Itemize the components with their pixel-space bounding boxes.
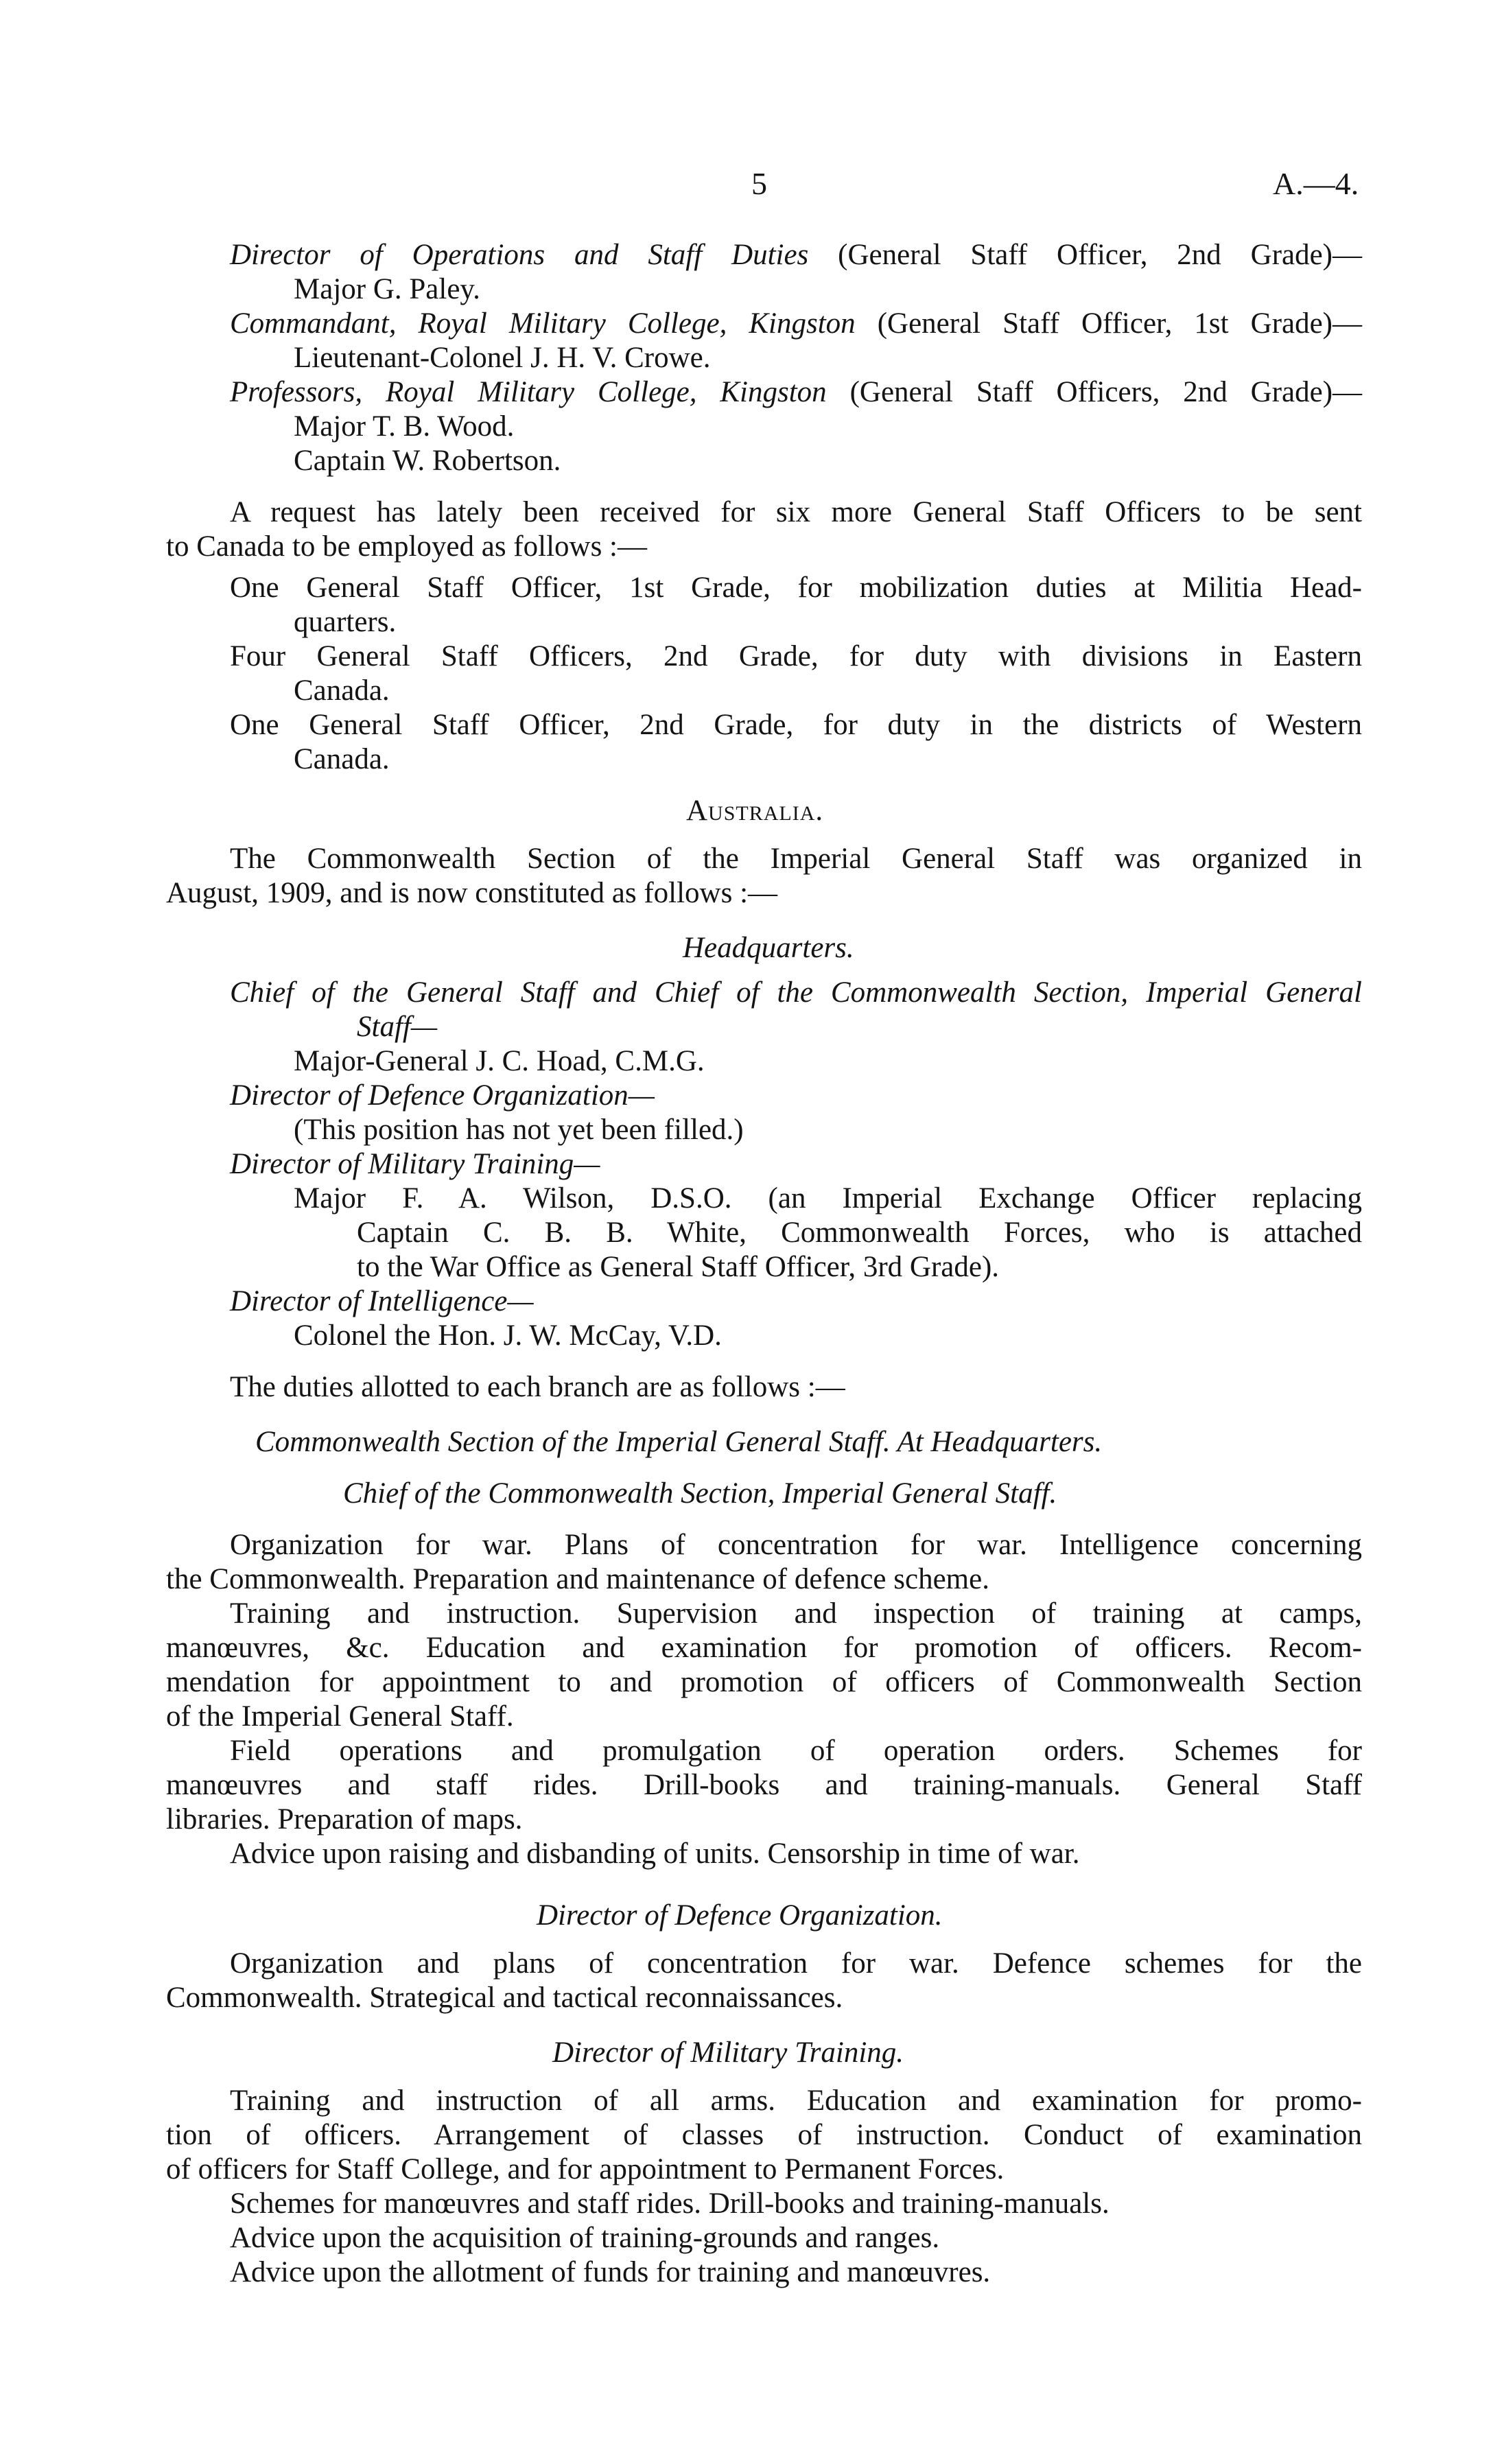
chief-paragraph-line: of the Imperial General Staff. [166,1700,514,1733]
chief-paragraph-line: Organization for war. Plans of concentration for war. Intelligence concerning [230,1529,1362,1561]
request-item-continuation: quarters. [294,606,397,638]
request-paragraph-line: A request has lately been received for six more General Staff Officers to be sent [230,496,1362,528]
dir-intelligence-title: Director of Intelligence— [230,1285,534,1317]
appointment-professors-name: Major T. B. Wood. [294,410,515,443]
cgs-title-continuation: Staff— [357,1011,438,1043]
appointment-professors-name: Captain W. Robertson. [294,445,561,477]
appointment-commandant-title: Commandant, Royal Military College, Kingston (General Staff Officer, 1st Grade)— [230,307,1362,340]
request-paragraph-line: to Canada to be employed as follows :— [166,530,647,563]
australia-intro-line: The Commonwealth Section of the Imperial General Staff was organized in [230,843,1362,875]
request-item: One General Staff Officer, 1st Grade, for mobilization duties at Militia Head- [230,572,1362,604]
dmt-paragraph-line: Advice upon the acquisition of training-grounds and ranges. [230,2222,940,2254]
appointment-commandant-name: Lieutenant-Colonel J. H. V. Crowe. [294,342,711,374]
request-item: One General Staff Officer, 2nd Grade, for duty in the districts of Western [230,709,1362,741]
chief-heading: Chief of the Commonwealth Section, Imperial General Staff. [343,1477,1057,1510]
chief-paragraph-line: manœuvres, &c. Education and examination for promotion of officers. Recom- [166,1632,1362,1664]
chief-paragraph-line: Field operations and promulgation of operation orders. Schemes for [230,1735,1362,1767]
dir-defence-org-title: Director of Defence Organization— [230,1079,655,1112]
chief-paragraph-line: Training and instruction. Supervision and inspection of training at camps, [230,1597,1362,1630]
dmt-paragraph-line: Advice upon the allotment of funds for training and manœuvres. [230,2256,991,2288]
dir-military-training-name: Captain C. B. B. White, Commonwealth Forces, who is attached [357,1217,1362,1249]
cgs-name: Major-General J. C. Hoad, C.M.G. [294,1045,705,1077]
request-item-continuation: Canada. [294,743,390,775]
dmt-heading: Director of Military Training. [552,2037,904,2069]
dir-military-training-name: Major F. A. Wilson, D.S.O. (an Imperial Exchange Officer replacing [294,1182,1362,1215]
australia-intro-line: August, 1909, and is now constituted as follows :— [166,877,778,909]
appointment-ops-title: Director of Operations and Staff Duties (General Staff Officer, 2nd Grade)— [230,239,1363,271]
request-item-continuation: Canada. [294,674,390,707]
dir-intelligence-name: Colonel the Hon. J. W. McCay, V.D. [294,1319,722,1352]
chief-paragraph-line: Advice upon raising and disbanding of units. Censorship in time of war. [230,1838,1080,1870]
duties-intro: The duties allotted to each branch are as follows :— [230,1371,845,1403]
dod-paragraph-line: Commonwealth. Strategical and tactical reconnaissances. [166,1982,843,2014]
dmt-paragraph-line: Training and instruction of all arms. Education and examination for promo- [230,2085,1362,2117]
dmt-paragraph-line: tion of officers. Arrangement of classes of instruction. Conduct of examination [166,2119,1362,2151]
request-item: Four General Staff Officers, 2nd Grade, for duty with divisions in Eastern [230,640,1362,672]
dod-heading: Director of Defence Organization. [537,1899,943,1932]
chief-paragraph-line: libraries. Preparation of maps. [166,1803,523,1835]
chief-paragraph-line: mendation for appointment to and promotion of officers of Commonwealth Section [166,1666,1362,1698]
dir-military-training-name: to the War Office as General Staff Officer, 3rd Grade). [357,1251,1000,1283]
dir-defence-org-name: (This position has not yet been filled.) [294,1114,744,1146]
cgs-title: Chief of the General Staff and Chief of the Commonwealth Section, Imperial General [230,976,1362,1009]
document-reference: A.—4. [1273,166,1359,201]
chief-paragraph-line: manœuvres and staff rides. Drill-books and training-manuals. General Staff [166,1769,1362,1801]
commonwealth-section-heading: Commonwealth Section of the Imperial General Staff. At Headquarters. [255,1426,1103,1458]
page-number: 5 [751,166,767,201]
appointment-ops-name: Major G. Paley. [294,273,480,305]
headquarters-heading: Headquarters. [683,932,854,964]
appointment-professors-title: Professors, Royal Military College, Kingston (General Staff Officers, 2nd Grade)— [230,376,1363,408]
section-heading-australia: Australia. [686,795,824,827]
dod-paragraph-line: Organization and plans of concentration for war. Defence schemes for the [230,1947,1362,1980]
dmt-paragraph-line: of officers for Staff College, and for appointment to Permanent Forces. [166,2153,1005,2185]
dir-military-training-title: Director of Military Training— [230,1148,600,1180]
chief-paragraph-line: the Commonwealth. Preparation and maintenance of defence scheme. [166,1563,989,1595]
dmt-paragraph-line: Schemes for manœuvres and staff rides. Drill-books and training-manuals. [230,2187,1110,2220]
